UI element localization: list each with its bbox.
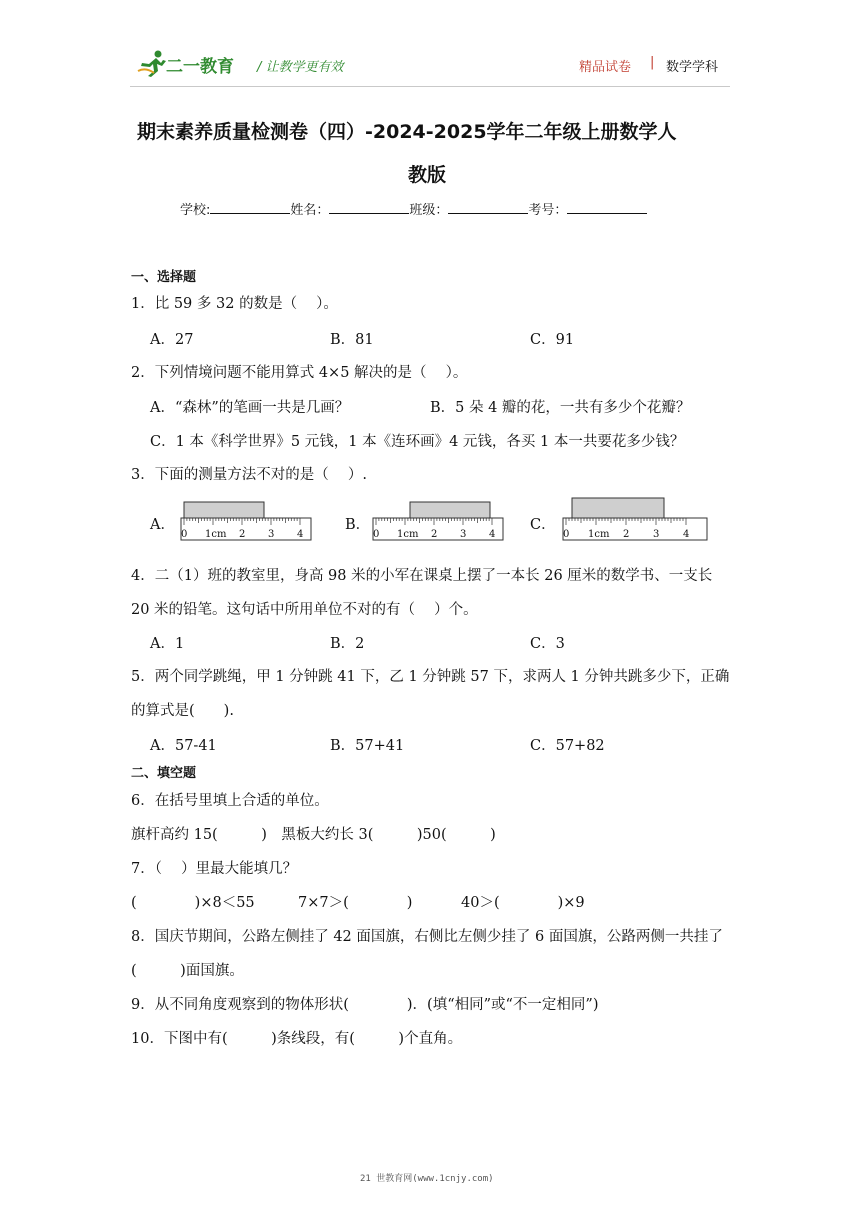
name-label: 姓名： xyxy=(290,203,330,218)
name-field[interactable] xyxy=(329,199,409,214)
q3-ruler-figure-c xyxy=(562,496,708,542)
q2-stem: 2．下列情境问题不能用算式 4×5 解决的是（ ）。 xyxy=(131,365,468,381)
q1-option-c[interactable]: C．91 xyxy=(530,332,575,348)
class-label: 班级： xyxy=(409,203,449,218)
tag-divider: | xyxy=(650,55,655,70)
section-choice-heading: 一、选择题 xyxy=(131,270,197,285)
student-info-line xyxy=(180,199,647,218)
q9-stem[interactable]: 9．从不同角度观察到的物体形状( )．(填“相同”或“不一定相同”) xyxy=(131,997,599,1013)
footer-text: 21 世教育网(www.1cnjy.com) xyxy=(360,1174,494,1184)
school-label: 学校: xyxy=(180,203,211,218)
logo xyxy=(136,49,246,79)
measured-object xyxy=(572,498,664,520)
runner-logo-icon xyxy=(136,49,170,77)
q3-stem: 3．下面的测量方法不对的是（ ）. xyxy=(131,467,367,483)
q3-option-b[interactable]: B． xyxy=(345,517,371,533)
q3-option-c[interactable]: C． xyxy=(530,517,556,533)
ruler-label: 1cm xyxy=(397,529,419,540)
ruler-label: 3 xyxy=(268,529,275,540)
q5-option-a[interactable]: A．57-41 xyxy=(150,738,217,754)
tag-premium: 精品试卷 xyxy=(579,60,632,75)
q3-option-a[interactable]: A． xyxy=(150,517,175,533)
ruler-label: 2 xyxy=(431,529,438,540)
ruler-label: 3 xyxy=(460,529,467,540)
ruler-label: 3 xyxy=(653,529,660,540)
q5-stem-line1: 5．两个同学跳绳，甲 1 分钟跳 41 下，乙 1 分钟跳 57 下，求两人 1 分钟共跳多少下，正确 xyxy=(131,669,730,685)
q6-stem: 6．在括号里填上合适的单位。 xyxy=(131,793,329,809)
logo-text: 二一教育 xyxy=(166,57,234,77)
q1-option-b[interactable]: B．81 xyxy=(330,332,374,348)
ruler-label: 4 xyxy=(683,529,690,540)
ruler-body xyxy=(373,518,503,540)
ruler-label: 1cm xyxy=(588,529,610,540)
q4-stem-line2: 20 米的铅笔。这句话中所用单位不对的有（ ）个。 xyxy=(131,602,478,618)
tag-subject: 数学学科 xyxy=(666,60,719,75)
measured-object xyxy=(410,502,490,520)
slogan-text: 让教学更有效 xyxy=(265,60,344,75)
q10-stem[interactable]: 10．下图中有( )条线段，有( )个直角。 xyxy=(131,1031,463,1047)
ruler-label: 1cm xyxy=(205,529,227,540)
q7-part1[interactable]: ( )×8＜55 xyxy=(131,895,255,911)
ruler-body xyxy=(181,518,311,540)
page-title-line2: 教版 xyxy=(408,164,447,186)
exam-no-field[interactable] xyxy=(567,199,647,214)
q2-option-a[interactable]: A．“森林”的笔画一共是几画？ xyxy=(150,400,350,416)
q2-option-b[interactable]: B．5 朵 4 瓣的花，一共有多少个花瓣？ xyxy=(430,400,691,416)
q6-fill-line[interactable]: 旗杆高约 15( ) 黑板大约长 3( )50( ) xyxy=(131,827,496,843)
q5-option-c[interactable]: C．57+82 xyxy=(530,738,605,754)
exam-no-label: 考号： xyxy=(528,203,568,218)
q5-option-b[interactable]: B．57+41 xyxy=(330,738,405,754)
q1-stem: 1．比 59 多 32 的数是（ ）。 xyxy=(131,296,338,312)
q3-ruler-figure-a xyxy=(180,500,312,542)
page-title-line1: 期末素养质量检测卷（四）-2024-2025学年二年级上册数学人 xyxy=(137,121,677,143)
school-field[interactable] xyxy=(210,199,290,214)
ruler-label: 2 xyxy=(623,529,630,540)
ruler-label: 0 xyxy=(373,529,380,540)
q7-stem: 7．（ ）里最大能填几？ xyxy=(131,861,298,877)
slogan: / 让教学更有效 xyxy=(257,60,344,75)
q5-stem-line2: 的算式是( ). xyxy=(131,703,234,719)
q7-part2[interactable]: 7×7＞( ) xyxy=(298,895,413,911)
ruler-label: 4 xyxy=(297,529,304,540)
q4-option-b[interactable]: B．2 xyxy=(330,636,365,652)
class-field[interactable] xyxy=(448,199,528,214)
q4-option-a[interactable]: A．1 xyxy=(150,636,185,652)
q8-stem-line1: 8．国庆节期间，公路左侧挂了 42 面国旗，右侧比左侧少挂了 6 面国旗，公路两侧一共挂了 xyxy=(131,929,723,945)
ruler-label: 0 xyxy=(181,529,188,540)
q2-option-c[interactable]: C．1 本《科学世界》5 元钱，1 本《连环画》4 元钱，各买 1 本一共要花多少钱？ xyxy=(150,434,685,450)
ruler-label: 4 xyxy=(489,529,496,540)
q7-part3[interactable]: 40＞( )×9 xyxy=(461,895,585,911)
ruler-label: 0 xyxy=(563,529,570,540)
measured-object xyxy=(184,502,264,520)
q4-stem-line1: 4．二（1）班的教室里，身高 98 米的小军在课桌上摆了一本长 26 厘米的数学书、一支长 xyxy=(131,568,713,584)
section-fill-heading: 二、填空题 xyxy=(131,766,197,781)
header-divider xyxy=(130,86,730,87)
q4-option-c[interactable]: C．3 xyxy=(530,636,565,652)
q1-option-a[interactable]: A．27 xyxy=(150,332,194,348)
q3-ruler-figure-b xyxy=(372,500,504,542)
q8-stem-line2[interactable]: ( )面国旗。 xyxy=(131,963,244,979)
ruler-label: 2 xyxy=(239,529,246,540)
